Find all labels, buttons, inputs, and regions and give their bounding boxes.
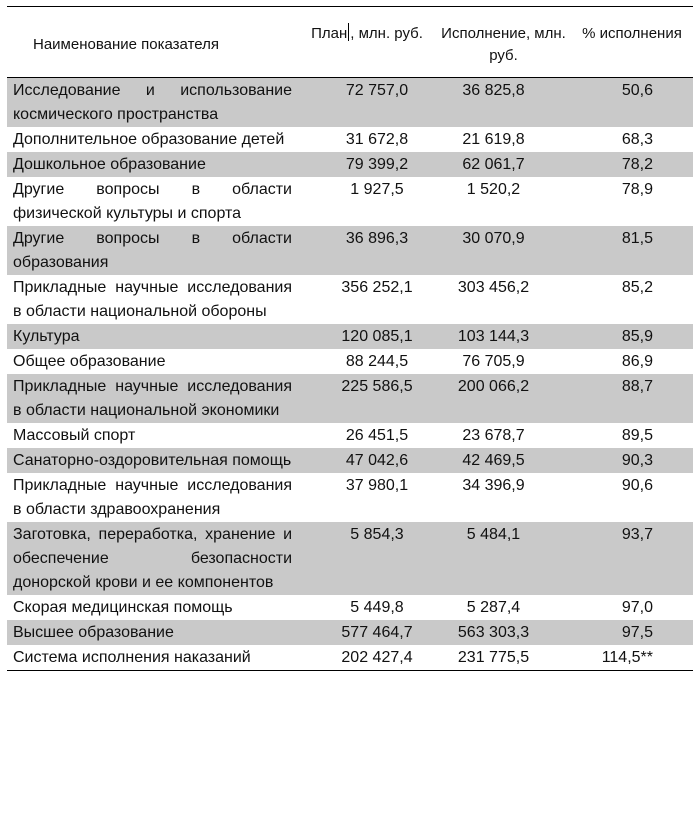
row-pct: 86,9: [621, 353, 653, 370]
budget-execution-table: [7, 6, 693, 671]
row-fact: 231 775,5: [457, 649, 530, 666]
row-fact: 23 678,7: [462, 427, 525, 444]
row-plan: 577 464,7: [298, 620, 436, 645]
row-fact: 36 825,8: [436, 78, 571, 128]
table-row: [7, 152, 693, 177]
row-fact: 34 396,9: [462, 477, 525, 494]
table-row: [7, 275, 693, 324]
row-pct: 68,3: [621, 131, 653, 148]
row-pct: 97,0: [621, 599, 653, 616]
row-pct: 85,9: [571, 324, 693, 349]
table-header: [7, 7, 693, 78]
row-name: Система исполнения наказаний: [13, 649, 251, 666]
row-name: Исследование и использование космического пространства: [7, 78, 298, 128]
row-pct: 85,2: [621, 279, 653, 296]
row-pct: 81,5: [571, 226, 693, 275]
table-row: [7, 177, 693, 226]
table-row: [7, 423, 693, 448]
table-row: [7, 324, 693, 349]
row-name: Прикладные научные исследования в области здравоохранения: [13, 477, 292, 518]
row-fact: 30 070,9: [436, 226, 571, 275]
row-name: Другие вопросы в области образования: [7, 226, 298, 275]
row-plan: 47 042,6: [298, 448, 436, 473]
row-name: Дополнительное образование детей: [13, 131, 285, 148]
row-fact: 76 705,9: [462, 353, 525, 370]
row-fact: 303 456,2: [457, 279, 530, 296]
header-pct: % исполнения: [582, 25, 682, 42]
row-plan: 5 854,3: [298, 522, 436, 595]
row-fact: 103 144,3: [436, 324, 571, 349]
row-fact: 42 469,5: [436, 448, 571, 473]
row-pct: 97,5: [571, 620, 693, 645]
row-name: Прикладные научные исследования в области национальной экономики: [7, 374, 298, 423]
row-plan: 26 451,5: [345, 427, 409, 444]
header-fact: Исполнение, млн. руб.: [441, 25, 566, 64]
row-name: Санаторно-оздоровительная помощь: [7, 448, 298, 473]
row-pct: 88,7: [571, 374, 693, 423]
table-row: [7, 645, 693, 671]
row-fact: 21 619,8: [462, 131, 525, 148]
header-plan-a: План: [311, 25, 348, 42]
table-row: [7, 473, 693, 522]
table-row: [7, 595, 693, 620]
row-plan: 31 672,8: [345, 131, 409, 148]
row-plan: 88 244,5: [345, 353, 409, 370]
row-fact: 563 303,3: [436, 620, 571, 645]
row-fact: 5 287,4: [466, 599, 521, 616]
table-row: [7, 374, 693, 423]
row-plan: 79 399,2: [298, 152, 436, 177]
row-name: Общее образование: [13, 353, 166, 370]
table-row: [7, 448, 693, 473]
row-pct: 90,3: [571, 448, 693, 473]
row-pct: 93,7: [571, 522, 693, 595]
table-row: [7, 522, 693, 595]
row-name: Массовый спорт: [13, 427, 136, 444]
row-name: Скорая медицинская помощь: [13, 599, 233, 616]
table-row: [7, 620, 693, 645]
row-plan: 72 757,0: [298, 78, 436, 128]
row-fact: 62 061,7: [436, 152, 571, 177]
row-pct: 90,6: [621, 477, 653, 494]
row-plan: 36 896,3: [298, 226, 436, 275]
row-name: Прикладные научные исследования в области национальной обороны: [13, 279, 292, 320]
row-name: Культура: [7, 324, 298, 349]
row-name: Заготовка, переработка, хранение и обеспечение безопасности донорской крови и ее компонентов: [7, 522, 298, 595]
row-plan: 225 586,5: [298, 374, 436, 423]
row-plan: 5 449,8: [350, 599, 404, 616]
row-fact: 5 484,1: [436, 522, 571, 595]
row-fact: 1 520,2: [466, 181, 521, 198]
row-plan: 120 085,1: [298, 324, 436, 349]
row-pct: 50,6: [571, 78, 693, 128]
table-body: [7, 78, 693, 671]
table-row: [7, 78, 693, 128]
table-row: [7, 127, 693, 152]
header-plan-b: , млн. руб.: [350, 25, 423, 42]
table-row: [7, 349, 693, 374]
row-pct: 89,5: [621, 427, 653, 444]
row-name: Другие вопросы в области физической культуры и спорта: [13, 181, 292, 222]
row-plan: 202 427,4: [341, 649, 413, 666]
row-plan: 1 927,5: [350, 181, 404, 198]
header-plan: [298, 7, 436, 78]
table-row: [7, 226, 693, 275]
header-name: Наименование показателя: [33, 36, 219, 53]
row-pct: 78,9: [621, 181, 653, 198]
row-plan: 37 980,1: [345, 477, 409, 494]
row-pct: 114,5**: [601, 649, 653, 666]
row-fact: 200 066,2: [436, 374, 571, 423]
row-pct: 78,2: [571, 152, 693, 177]
row-name: Дошкольное образование: [7, 152, 298, 177]
row-name: Высшее образование: [7, 620, 298, 645]
row-plan: 356 252,1: [341, 279, 413, 296]
